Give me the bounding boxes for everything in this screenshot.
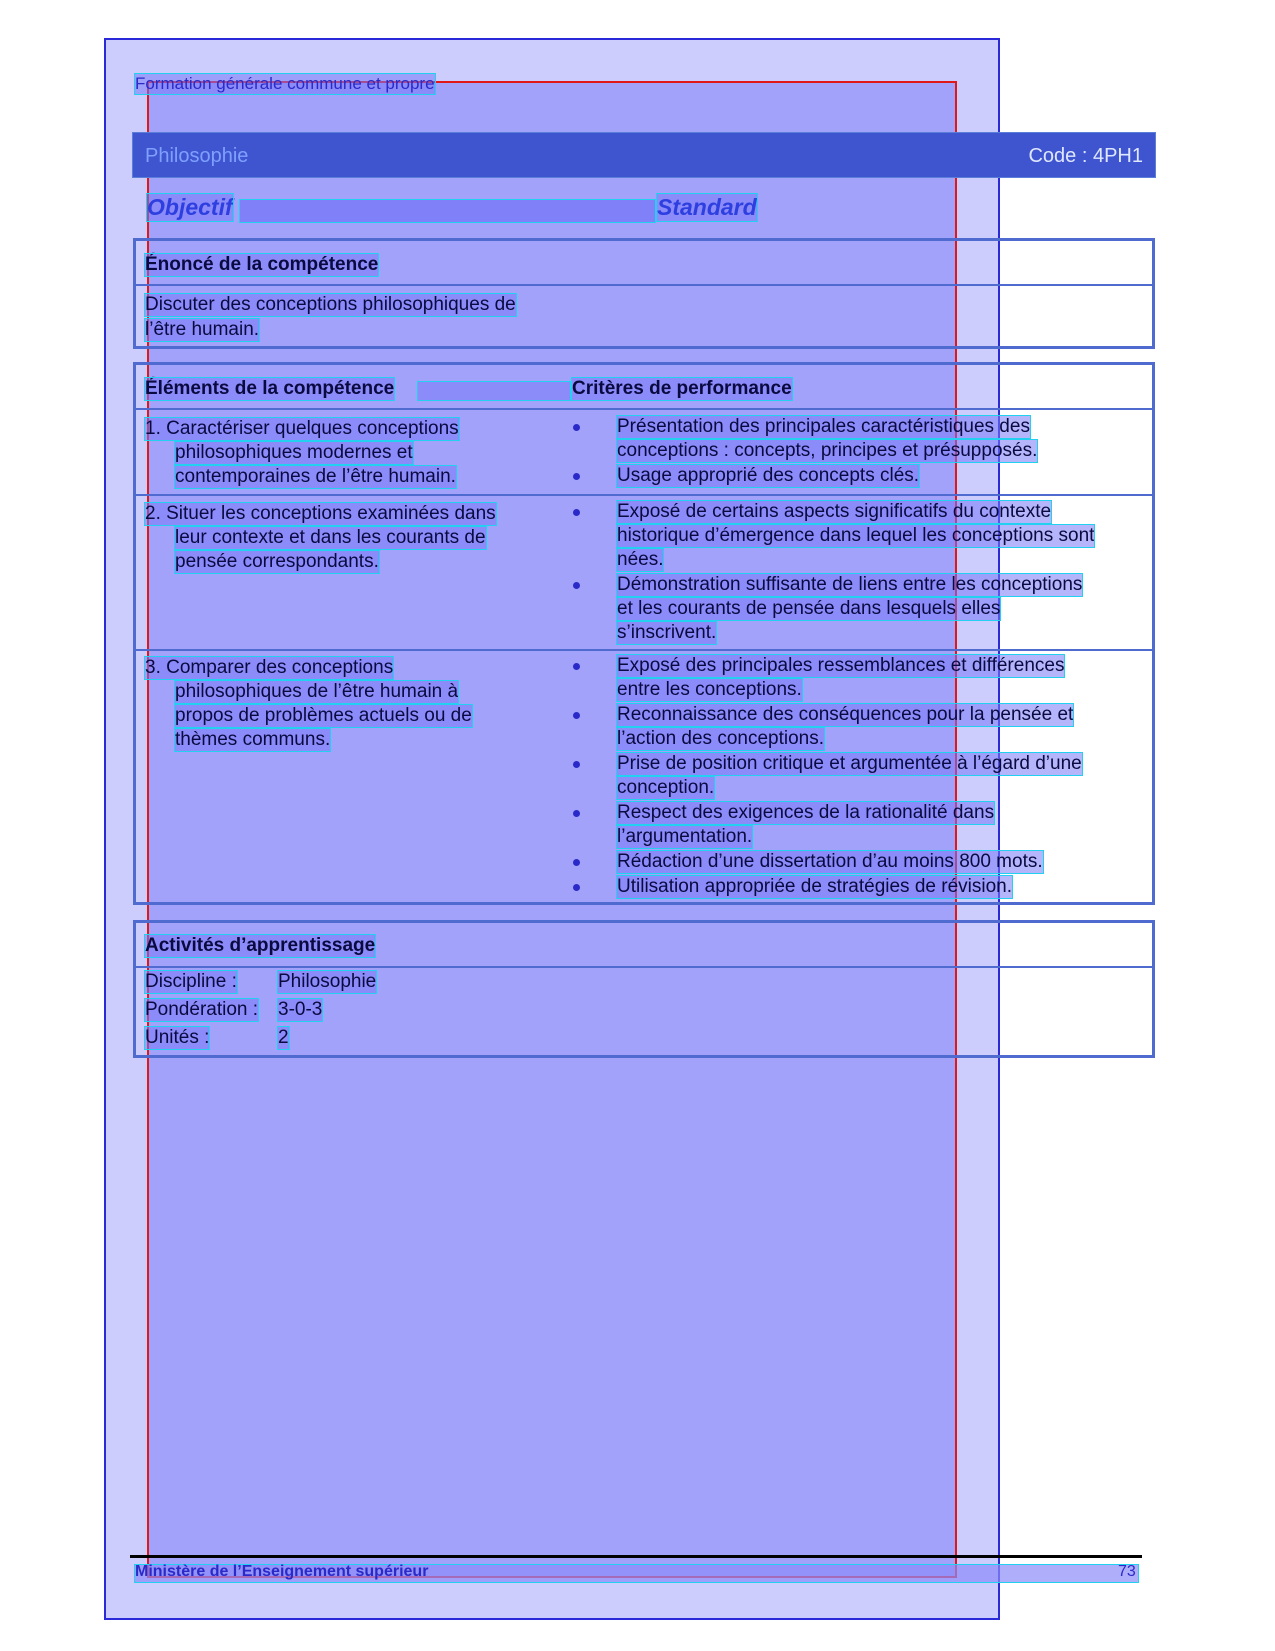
criterion-3-1-line-1: Exposé des principales ressemblances et différences bbox=[617, 655, 1065, 676]
bullet-icon bbox=[573, 473, 580, 480]
criterion-3-2-line-2: l’action des conceptions. bbox=[617, 728, 825, 749]
activites-heading: Activités d’apprentissage bbox=[145, 935, 376, 956]
criterion-3-2-line-1: Reconnaissance des conséquences pour la pensée et bbox=[617, 704, 1074, 725]
bullet-icon bbox=[573, 884, 580, 891]
enonce-text-2: l’être humain. bbox=[145, 319, 260, 340]
bullet-icon bbox=[573, 761, 580, 768]
element-2-line-3: pensée correspondants. bbox=[175, 551, 379, 572]
elements-heading: Éléments de la compétence bbox=[145, 378, 395, 399]
standard-label: Standard bbox=[657, 194, 757, 220]
footer-ministry: Ministère de l’Enseignement supérieur bbox=[135, 1563, 429, 1580]
element-3-line-4: thèmes communs. bbox=[175, 729, 331, 750]
unites-label: Unités : bbox=[145, 1027, 210, 1048]
criterion-3-5-line-1: Rédaction d’une dissertation d’au moins 800 mots. bbox=[617, 851, 1043, 872]
criteria-heading: Critères de performance bbox=[572, 378, 792, 399]
element-1-line-1: 1. Caractériser quelques conceptions bbox=[145, 418, 459, 439]
ponderation-label: Pondération : bbox=[145, 999, 259, 1020]
bullet-icon bbox=[573, 712, 580, 719]
bullet-icon bbox=[573, 582, 580, 589]
discipline-value: Philosophie bbox=[278, 971, 377, 992]
criterion-2-2-line-3: s’inscrivent. bbox=[617, 622, 717, 643]
criterion-3-3-line-2: conception. bbox=[617, 777, 715, 798]
discipline-label: Discipline : bbox=[145, 971, 237, 992]
criterion-2-1-line-1: Exposé de certains aspects significatifs du contexte bbox=[617, 501, 1052, 522]
element-3-line-2: philosophiques de l’être humain à bbox=[175, 681, 459, 702]
subject-banner bbox=[133, 133, 1155, 177]
bullet-icon bbox=[573, 509, 580, 516]
bullet-icon bbox=[573, 663, 580, 670]
criterion-3-4-line-2: l’argumentation. bbox=[617, 826, 753, 847]
criterion-1-2-line-1: Usage approprié des concepts clés. bbox=[617, 465, 920, 486]
course-code: Code : 4PH1 bbox=[1028, 145, 1143, 167]
enonce-heading: Énoncé de la compétence bbox=[145, 254, 379, 275]
header-line: Formation générale commune et propre bbox=[135, 74, 435, 93]
subject-title: Philosophie bbox=[145, 145, 249, 167]
element-1-line-2: philosophiques modernes et bbox=[175, 442, 413, 463]
element-3-line-3: propos de problèmes actuels ou de bbox=[175, 705, 472, 726]
criterion-2-2-line-1: Démonstration suffisante de liens entre les conceptions bbox=[617, 574, 1083, 595]
element-2-line-1: 2. Situer les conceptions examinées dans bbox=[145, 503, 496, 524]
elements-heading-fill bbox=[418, 382, 570, 400]
enonce-text-1: Discuter des conceptions philosophiques de bbox=[145, 294, 516, 315]
criterion-3-3-line-1: Prise de position critique et argumentée à l’égard d’une bbox=[617, 753, 1082, 774]
criterion-2-1-line-2: historique d’émergence dans lequel les conceptions sont bbox=[617, 525, 1095, 546]
element-3-line-1: 3. Comparer des conceptions bbox=[145, 657, 394, 678]
objectif-fill bbox=[240, 200, 655, 222]
criterion-3-4-line-1: Respect des exigences de la rationalité dans bbox=[617, 802, 995, 823]
ponderation-value: 3-0-3 bbox=[278, 999, 323, 1020]
objectif-label: Objectif bbox=[147, 194, 233, 220]
bullet-icon bbox=[573, 810, 580, 817]
bullet-icon bbox=[573, 424, 580, 431]
criterion-3-6-line-1: Utilisation appropriée de stratégies de révision. bbox=[617, 876, 1012, 897]
page-number: 73 bbox=[1118, 1563, 1136, 1580]
element-1-line-3: contemporaines de l’être humain. bbox=[175, 466, 456, 487]
unites-value: 2 bbox=[278, 1027, 289, 1048]
criterion-1-1-line-2: conceptions : concepts, principes et présupposés. bbox=[617, 440, 1038, 461]
footer-rule bbox=[130, 1555, 1142, 1558]
element-2-line-2: leur contexte et dans les courants de bbox=[175, 527, 486, 548]
criterion-2-2-line-2: et les courants de pensée dans lesquels elles bbox=[617, 598, 1001, 619]
criterion-1-1-line-1: Présentation des principales caractéristiques des bbox=[617, 416, 1030, 437]
bullet-icon bbox=[573, 859, 580, 866]
criterion-3-1-line-2: entre les conceptions. bbox=[617, 679, 802, 700]
criterion-2-1-line-3: nées. bbox=[617, 549, 664, 570]
